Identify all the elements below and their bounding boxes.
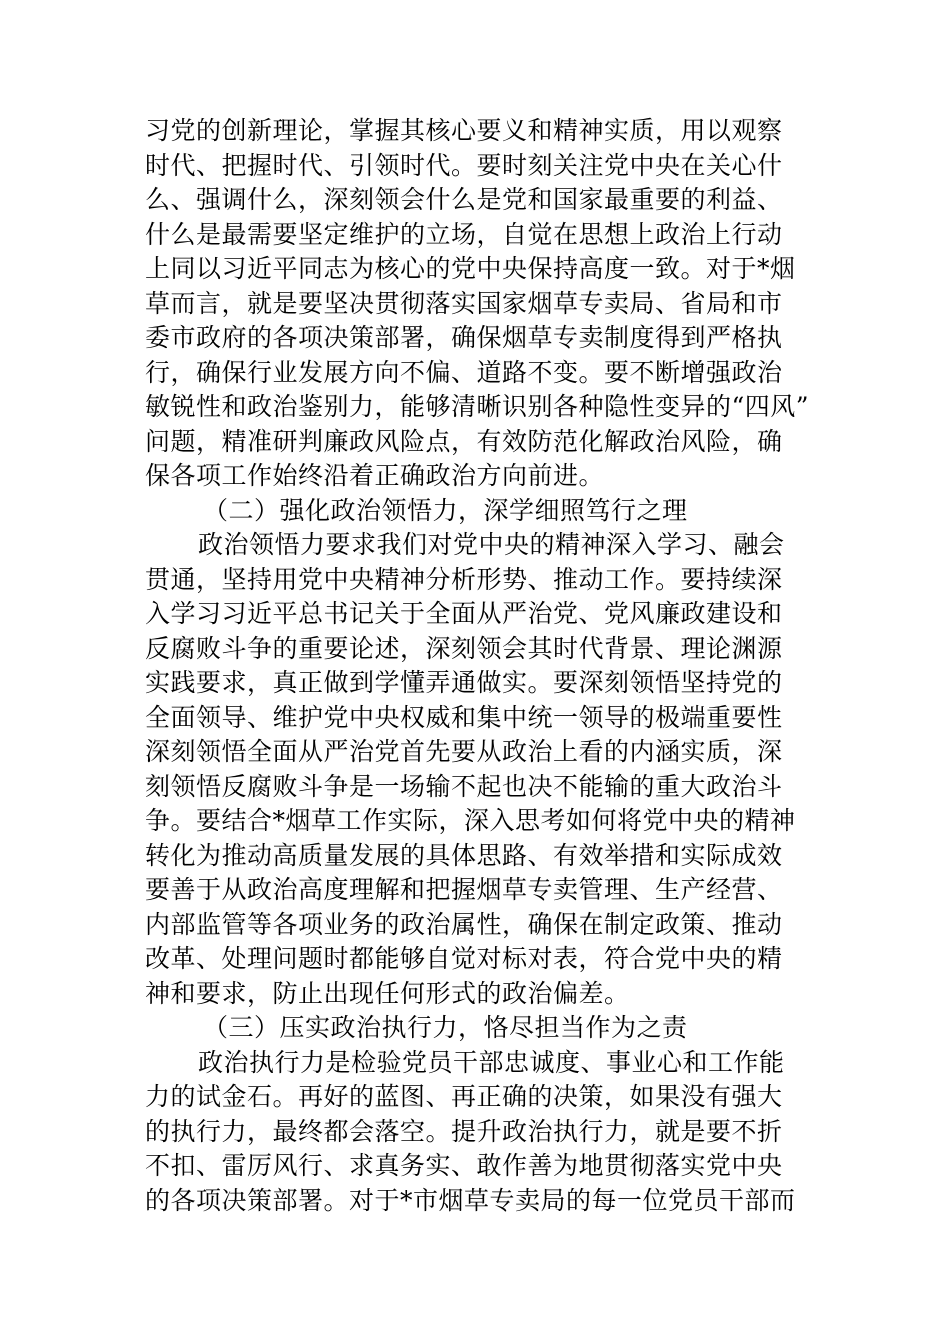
text-line: 政治执行力是检验党员干部忠诚度、事业心和工作能 <box>198 1047 785 1077</box>
text-line: 要善于从政治高度理解和把握烟草专卖管理、生产经营、 <box>145 875 783 904</box>
text-line: 么、强调什么，深刻领会什么是党和国家最重要的利益、 <box>145 185 783 214</box>
text-line: 内部监管等各项业务的政治属性，确保在制定政策、推动 <box>145 909 783 939</box>
text-line: 改革、处理问题时都能够自觉对标对表，符合党中央的精 <box>145 944 783 973</box>
text-line: 贯通，坚持用党中央精神分析形势、推动工作。要持续深 <box>145 564 783 594</box>
text-line: 刻领悟反腐败斗争是一场输不起也决不能输的重大政治斗 <box>145 771 783 801</box>
text-line: 的执行力，最终都会落空。提升政治执行力，就是要不折 <box>145 1116 783 1146</box>
text-line: 全面领导、维护党中央权威和集中统一领导的极端重要性 <box>145 702 783 732</box>
text-line: 实践要求，真正做到学懂弄通做实。要深刻领悟坚持党的 <box>145 668 783 697</box>
text-line: 反腐败斗争的重要论述，深刻领会其时代背景、理论渊源 <box>145 633 783 663</box>
text-line: 草而言，就是要坚决贯彻落实国家烟草专卖局、省局和市 <box>145 288 783 318</box>
section-heading: （二）强化政治领悟力，深学细照笃行之理 <box>203 495 688 525</box>
text-line: 时代、把握时代、引领时代。要时刻关注党中央在关心什 <box>145 150 783 180</box>
text-line: 政治领悟力要求我们对党中央的精神深入学习、融会 <box>198 530 785 559</box>
text-line: 习党的创新理论，掌握其核心要义和精神实质，用以观察 <box>145 116 783 145</box>
document-body <box>145 114 810 1218</box>
text-line: 委市政府的各项决策部署，确保烟草专卖制度得到严格执 <box>145 323 783 352</box>
text-line: 什么是最需要坚定维护的立场，自觉在思想上政治上行动 <box>145 219 783 249</box>
text-line: 争。要结合*烟草工作实际，深入思考如何将党中央的精神 <box>145 806 796 835</box>
text-line: 入学习习近平总书记关于全面从严治党、党风廉政建设和 <box>145 599 783 628</box>
text-line: 行，确保行业发展方向不偏、道路不变。要不断增强政治 <box>145 357 783 387</box>
text-line: 敏锐性和政治鉴别力，能够清晰识别各种隐性变异的“四风” <box>145 392 810 421</box>
text-line: 问题，精准研判廉政风险点，有效防范化解政治风险，确 <box>145 426 783 456</box>
text-line: 不扣、雷厉风行、求真务实、敢作善为地贯彻落实党中央 <box>145 1151 783 1180</box>
text-line: 神和要求，防止出现任何形式的政治偏差。 <box>145 978 630 1008</box>
text-line: 的各项决策部署。对于*市烟草专卖局的每一位党员干部而 <box>145 1185 796 1215</box>
text-line: 力的试金石。再好的蓝图、再正确的决策，如果没有强大 <box>145 1082 783 1111</box>
text-line: 保各项工作始终沿着正确政治方向前进。 <box>145 461 605 490</box>
text-line: 深刻领悟全面从严治党首先要从政治上看的内涵实质，深 <box>145 737 783 766</box>
text-line: 上同以习近平同志为核心的党中央保持高度一致。对于*烟 <box>145 254 796 283</box>
text-line: 转化为推动高质量发展的具体思路、有效举措和实际成效 <box>145 840 783 870</box>
section-heading: （三）压实政治执行力，恪尽担当作为之责 <box>203 1013 688 1042</box>
